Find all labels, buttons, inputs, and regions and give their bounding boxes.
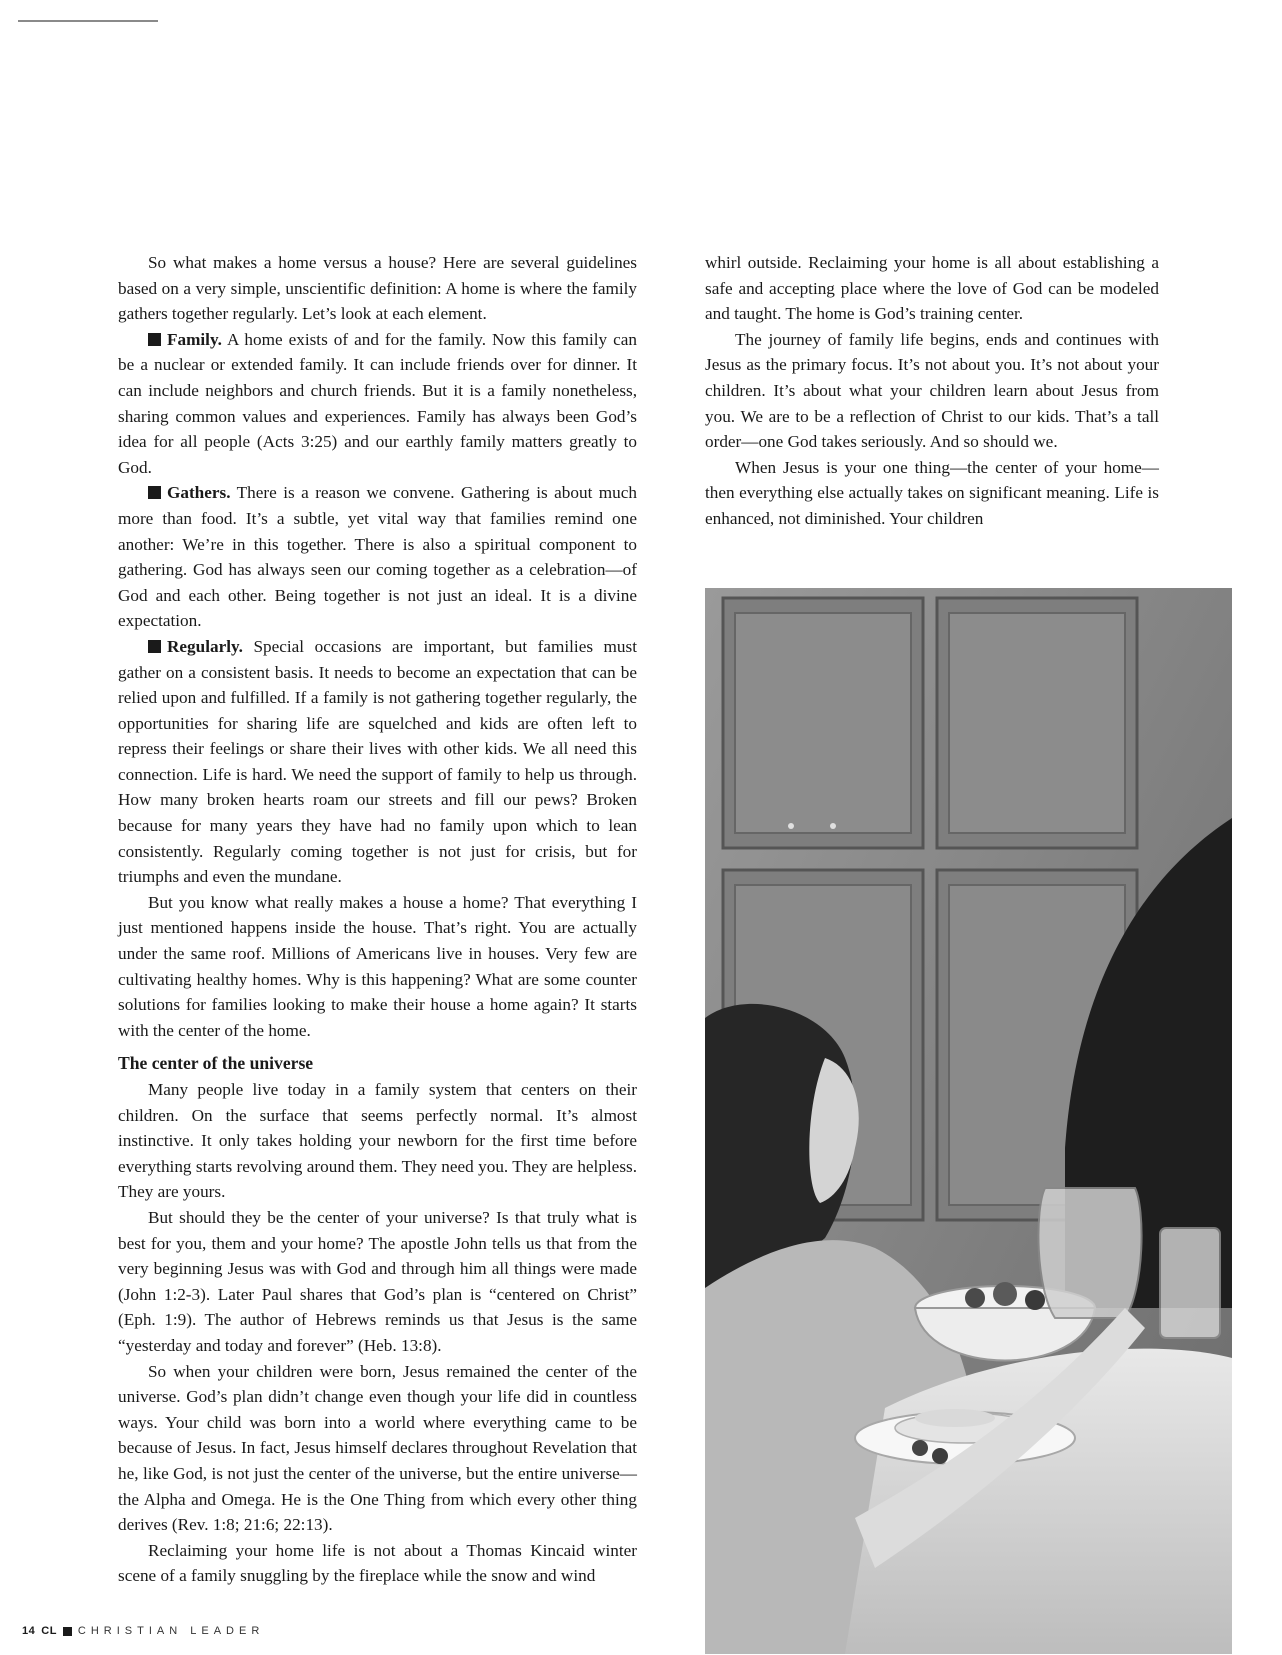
bullet-lead: Gathers. — [167, 483, 231, 503]
bullet-square-icon — [148, 640, 161, 653]
bullet-lead: Family. — [167, 329, 222, 349]
header-rule — [18, 20, 158, 22]
page-footer — [22, 1625, 264, 1637]
paragraph: The journey of family life begins, ends and continues with Jesus as the primary focus. It’s not about you. It’s not about your children. It’s about what your children learn about Jesus from you. We are to be a reflection of Christ to our kids. That’s a tall order—one God takes seriously. And so should we. — [705, 329, 1159, 452]
paragraph: Many people live today in a family system that centers on their children. On the surface that seems perfectly normal. It’s almost instinctive. It only takes holding your newborn for the first time before everything starts revolving around them. They need you. They are helpless. They are yours. — [118, 1080, 637, 1202]
paragraph: So what makes a home versus a house? Here are several guidelines based on a very simple, unscientific definition: A home is where the family gathers together regularly. Let’s look at each element. — [118, 253, 637, 324]
bullet-text: A home exists of and for the family. Now this family can be a nuclear or extended family. It can include friends over for dinner. It can include neighbors and church friends. But it is a family nonetheless, sharing common values and experiences. Family has always been God’s idea for all people (Acts 3:25) and our earthly family matters greatly to God. — [118, 329, 637, 477]
bullet-lead: Regularly. — [167, 636, 243, 656]
family-dinner-photo — [705, 588, 1232, 1654]
paragraph: When Jesus is your one thing—the center of your home—then everything else actually takes on significant meaning. Life is enhanced, not diminished. Your children — [705, 457, 1159, 528]
article-column-right — [705, 250, 1159, 532]
paragraph: Reclaiming your home life is not about a Thomas Kincaid winter scene of a family snuggling by the fireplace while the snow and wind — [118, 1540, 637, 1586]
paragraph: But you know what really makes a house a home? That everything I just mentioned happens inside the house. That’s right. You are actually under the same roof. Millions of Americans live in houses. Very few are cultivating healthy homes. Why is this happening? What are some counter solutions for families looking to make their house a home again? It starts with the center of the home. — [118, 892, 637, 1040]
magazine-name: CHRISTIAN LEADER — [77, 1625, 265, 1637]
bullet-text: Special occasions are important, but families must gather on a consistent basis. It needs to become an expectation that can be relied upon and fulfilled. If a family is not gathering together regularly, the opportunities for sharing life are squelched and kids are often left to repress their feelings or share their lives with other kids. We all need this connection. Life is hard. We need the support of family to help us through. How many broken hearts roam our streets and fill our pews? Broken because for many years they have had no family upon which to lean consistently. Regularly coming together is not just for crisis, but for triumphs and even the mundane. — [118, 636, 637, 887]
page-number: 14 — [22, 1625, 36, 1637]
paragraph: So when your children were born, Jesus remained the center of the universe. God’s plan didn’t change even though your life did in countless ways. Your child was born into a world where everything came to be because of Jesus. In fact, Jesus himself declares throughout Revelation that he, like God, is not just the center of the universe, but the entire universe—the Alpha and Omega. He is the One Thing from which every other thing derives (Rev. 1:8; 21:6; 22:13). — [118, 1361, 637, 1535]
bullet-square-icon — [148, 333, 161, 346]
square-icon — [63, 1627, 72, 1636]
bullet-text: There is a reason we convene. Gathering is about much more than food. It’s a subtle, yet vital way that families remind one another: We’re in this together. There is also a spiritual component to gathering. God has always seen our coming together as a celebration—of God and each other. Being together is not just an ideal. It is a divine expectation. — [118, 483, 637, 631]
bullet-square-icon — [148, 486, 161, 499]
paragraph: But should they be the center of your universe? Is that truly what is best for you, them and your home? The apostle John tells us that from the very beginning Jesus was with God and through him all things were made (John 1:2-3). Later Paul shares that God’s plan is “centered on Christ” (Eph. 1:9). The author of Hebrews reminds us that Jesus is the same “yesterday and today and forever” (Heb. 13:8). — [118, 1207, 637, 1355]
paragraph — [118, 480, 637, 634]
article-column-left — [118, 250, 637, 1589]
section-heading: The center of the universe — [118, 1053, 314, 1074]
paragraph: whirl outside. Reclaiming your home is all about establishing a safe and accepting place where the love of God can be modeled and taught. The home is God’s training center. — [705, 253, 1159, 324]
paragraph — [118, 327, 637, 481]
section-label: CL — [41, 1625, 57, 1637]
paragraph — [118, 634, 637, 890]
